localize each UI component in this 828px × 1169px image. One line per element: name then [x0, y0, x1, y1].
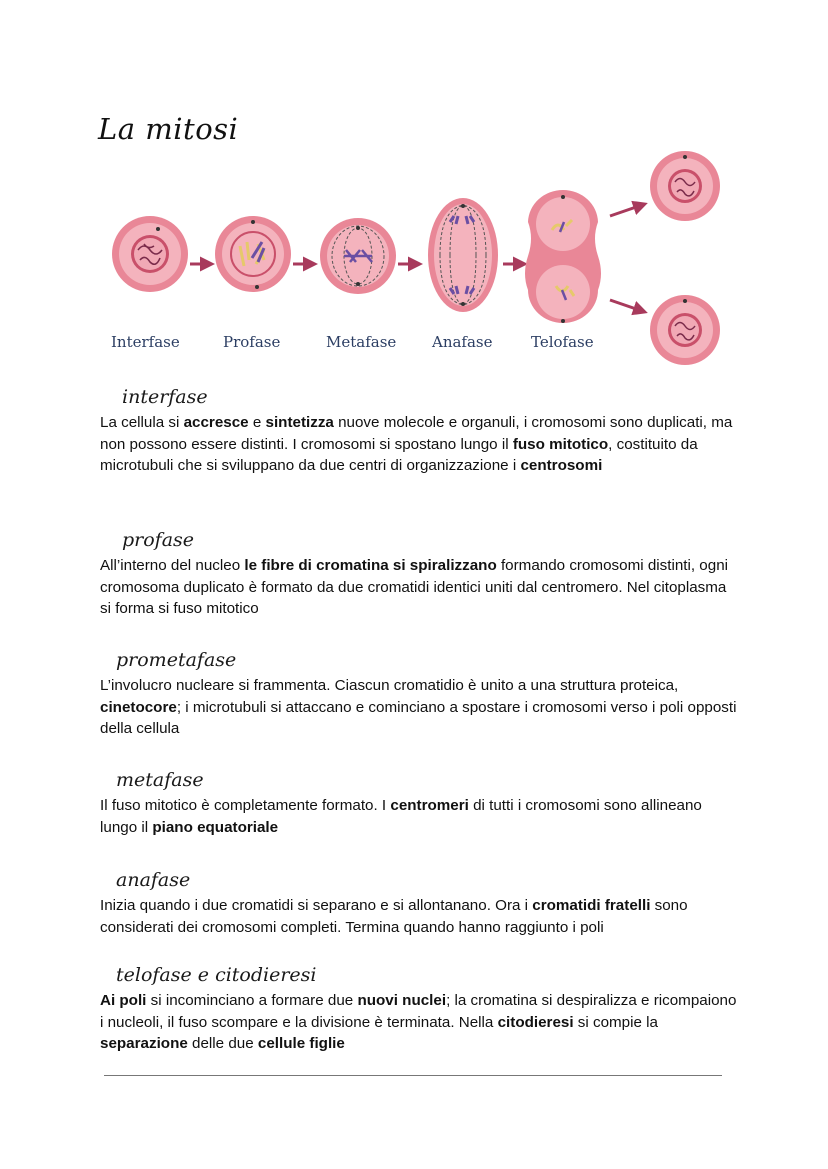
section-body: Ai poli si incominciano a formare due nuovi nuclei; la cromatina si despiralizza e ricompaiono i nucleoli, il fuso scompare e la divisione è terminata. Nella citodieresi si compie la separazione delle due cellule figlie: [100, 992, 737, 1052]
bold-term: cellule figlie: [257, 1035, 345, 1052]
bold-term: nuovi nuclei: [357, 992, 447, 1009]
section-prometafase: [100, 649, 740, 740]
section-heading: prometafase: [116, 649, 237, 671]
daughter-cell-bottom: [650, 295, 720, 365]
anafase-cell: [428, 198, 498, 312]
section-body: La cellula si accresce e sintetizza nuove molecole e organuli, i cromosomi sono duplicati, ma non possono essere distinti. I cromosomi si spostano lungo il fuso mitotico, costituito da microtubuli che si sviluppano da due centri di organizzazione i centrosomi: [100, 414, 733, 474]
interfase-cell: [112, 216, 188, 292]
section-heading: metafase: [116, 769, 204, 791]
bold-term: centrosomi: [520, 457, 603, 474]
bold-term: cinetocore: [100, 698, 177, 716]
bold-term: separazione: [100, 1035, 188, 1052]
mitosis-diagram: [100, 150, 730, 370]
label-profase: Profase: [223, 333, 281, 351]
page-title: La mitosi: [98, 112, 239, 146]
section-interfase: [100, 386, 740, 477]
telofase-cell: [525, 190, 601, 323]
bold-term: fuso mitotico: [512, 435, 609, 453]
bold-term: sintetizza: [265, 414, 334, 431]
section-anafase: [100, 869, 740, 938]
label-telofase: Telofase: [531, 333, 594, 351]
label-anafase: Anafase: [432, 333, 493, 351]
bold-term: Ai poli: [100, 992, 147, 1009]
section-body: All’interno del nucleo le fibre di cromatina si spiralizzano formando cromosomi distinti, ogni cromosoma duplicato è formato da due cromatidi identici uniti dal centromero. Nel citoplasma si forma si fuso mitotico: [100, 557, 729, 617]
divider: [104, 1075, 722, 1076]
section-heading: telofase e citodieresi: [116, 964, 317, 986]
bold-term: le fibre di cromatina si spiralizzano: [244, 557, 497, 574]
bold-term: accresce: [183, 414, 249, 431]
bold-term: centromeri: [390, 797, 469, 814]
daughter-cell-top: [650, 151, 720, 221]
section-heading: anafase: [116, 869, 191, 891]
metafase-cell: [320, 218, 396, 294]
section-heading: profase: [122, 529, 195, 551]
section-telofase: [100, 964, 740, 1055]
label-interfase: Interfase: [111, 333, 180, 351]
arrow-5b: [610, 300, 645, 312]
section-profase: [100, 529, 740, 620]
section-heading: interfase: [122, 386, 208, 408]
section-body: L’involucro nucleare si frammenta. Ciascun cromatidio è unito a una struttura proteica, cinetocore; i microtubuli si attaccano e cominciano a spostare i cromosomi verso i poli opposti della cellula: [100, 677, 737, 737]
section-body: Inizia quando i due cromatidi si separano e si allontanano. Ora i cromatidi fratelli sono considerati dei cromosomi completi. Termina quando hanno raggiunto i poli: [100, 897, 688, 936]
arrow-5a: [610, 204, 645, 216]
bold-term: citodieresi: [497, 1013, 574, 1031]
bold-term: piano equatoriale: [152, 818, 279, 836]
section-metafase: [100, 769, 740, 838]
label-metafase: Metafase: [326, 333, 397, 351]
profase-cell: [215, 216, 291, 292]
bold-term: cromatidi fratelli: [532, 897, 651, 914]
section-body: Il fuso mitotico è completamente formato. I centromeri di tutti i cromosomi sono allineano lungo il piano equatoriale: [100, 797, 702, 836]
